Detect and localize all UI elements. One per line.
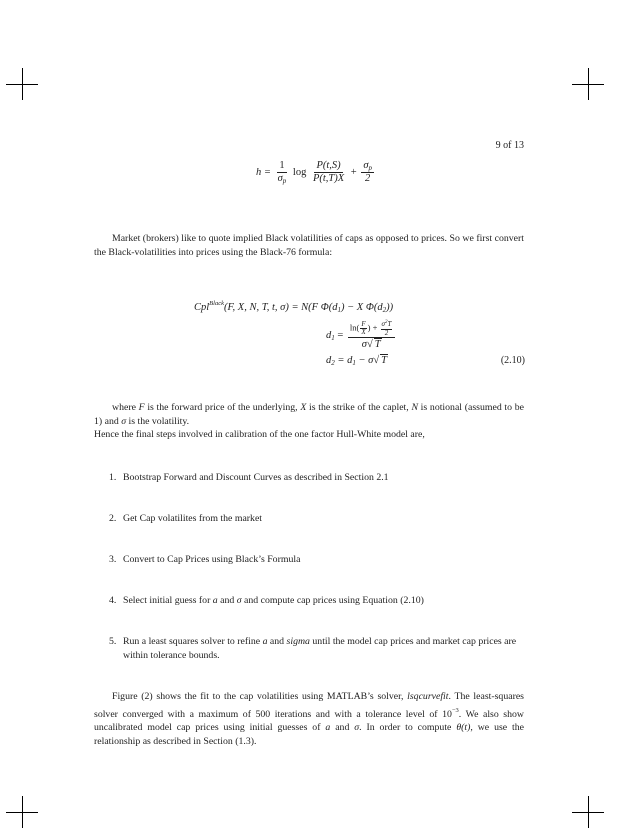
eq-h-frac2: $\frac{P(t,S)}{P(t,T)X}$ [312, 160, 345, 185]
eq-h-frac1: $\frac{1}{\sigma_p}$ [277, 160, 287, 186]
eq-h-lhs: h = [256, 166, 271, 178]
crop-mark-bottom-right-v [588, 796, 589, 828]
paragraph-calibration-steps-intro: Hence the final steps involved in calibration of the one factor Hull-White model are, [94, 429, 425, 440]
crop-mark-bottom-left-v [22, 796, 23, 828]
step-4: 4. Select initial guess for a and σ and compute cap prices using Equation (2.10) [109, 595, 424, 606]
equation-number-2-10: (2.10) [500, 355, 525, 366]
paragraph-where-definitions: where F is the forward price of the underlying, X is the strike of the caplet, N is notional (assumed to be 1) and σ is the volatility. [94, 402, 524, 427]
page-number: 9 of 13 [495, 140, 524, 151]
paragraph-black-volatilities: Market (brokers) like to quote implied Black volatilities of caps as opposed to prices. So we first convert the Black-volatilities into prices using the Black-76 formula: [94, 233, 524, 258]
step-2: 2. Get Cap volatilites from the market [109, 513, 263, 524]
paragraph-figure-fit: Figure (2) shows the fit to the cap volatilities using MATLAB’s solver, lsqcurvefit. The least-squares solver converged with a maximum of 500 iterations and with a tolerance level of $10^{-3}$. We also show uncalibrated model cap prices using initial guesses of a and σ. In order to compute θ(t), we use the relationship as described in Section (1.3). [94, 691, 525, 747]
step-5: 5. Run a least squares solver to refine a and sigma until the model cap prices and market cap prices are within tolerance bounds. [109, 636, 517, 661]
equation-d1: $d_1$ = ln( $\frac{F}{X}$ ) + $\frac{\sigma^2T}{2}$ σ√ T [326, 320, 397, 351]
eq-h-frac3: $\frac{\sigma_p}{2}$ [363, 160, 373, 185]
eq-h-plus: + [350, 166, 357, 178]
crop-mark-top-left-v [22, 68, 23, 100]
eq-h-log: log [292, 166, 307, 178]
step-1: 1. Bootstrap Forward and Discount Curves as described in Section 2.1 [109, 472, 389, 483]
crop-mark-top-right-v [588, 68, 589, 100]
equation-h [256, 160, 376, 185]
equation-cpl-black: Cpl$^{Black}$(F, X, N, T, t, σ) = N(F $\Phi(d_1) - X$ $\Phi(d_2)$) [194, 300, 394, 314]
step-3: 3. Convert to Cap Prices using Black’s Formula [109, 554, 301, 565]
equation-d2: $d_2 = d_1 - \sigma√$ T [326, 355, 387, 367]
